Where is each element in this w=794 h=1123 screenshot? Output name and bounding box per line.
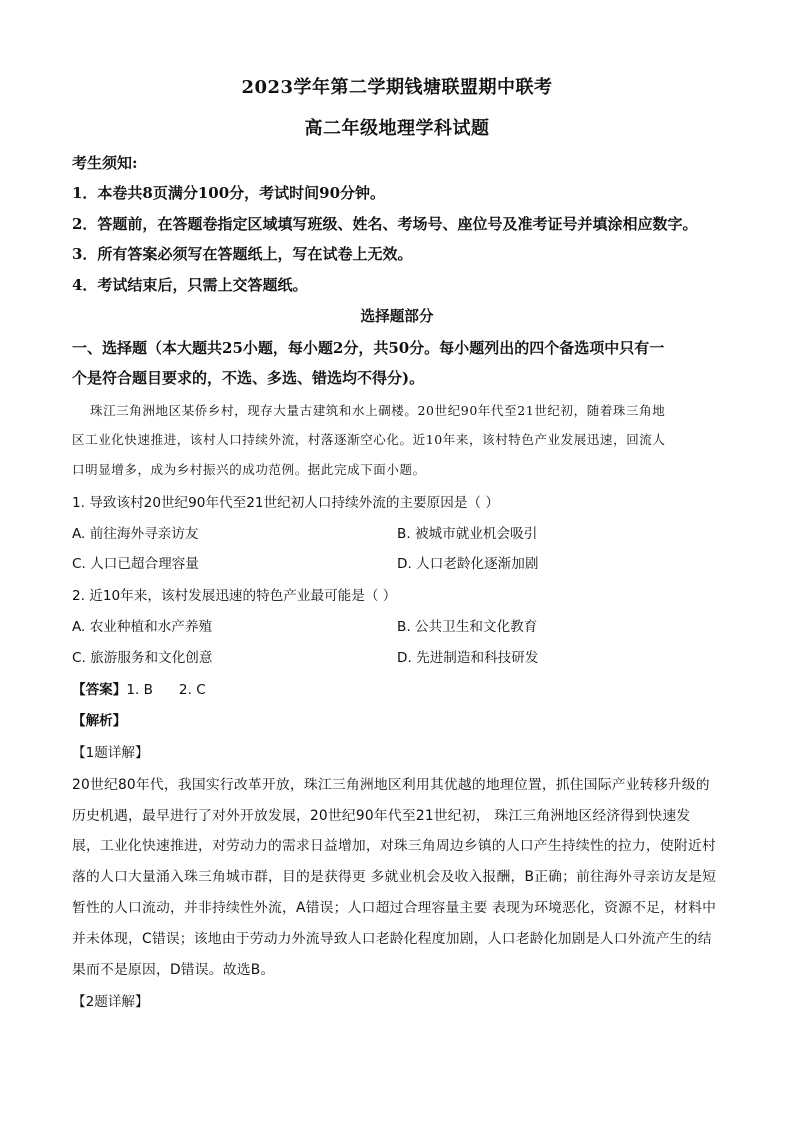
- question-option: B. 公共卫生和文化教育: [397, 619, 538, 635]
- question-stem: 2. 近10年来，该村发展迅速的特色产业最可能是（ ）: [72, 588, 397, 604]
- section-heading: 选择题部分: [360, 308, 434, 325]
- analysis-tag: 【解析】: [72, 713, 127, 729]
- question-option: A. 农业种植和水产养殖: [72, 619, 213, 635]
- notice-item: 1．本卷共8页满分100分，考试时间90分钟。: [72, 184, 386, 202]
- question-option: A. 前往海外寻亲访友: [72, 526, 199, 542]
- passage-line: 珠江三角洲地区某侨乡村，现存大量古建筑和水上碉楼。20世纪90年代至21世纪初，随着珠三角地: [90, 403, 666, 418]
- question-option: C. 人口已超合理容量: [72, 556, 199, 572]
- analysis-line: 历史机遇，最早进行了对外开放发展，20世纪90年代至21世纪初， 珠江三角洲地区经济得到快速发: [72, 808, 691, 824]
- passage-line: 区工业化快速推进，该村人口持续外流，村落逐渐空心化。近10年来，该村特色产业发展迅速，回流人: [72, 432, 666, 447]
- analysis-q1-tag: 【1题详解】: [72, 745, 149, 761]
- answer-line: [72, 680, 724, 700]
- answer-tag: 【答案】: [72, 682, 127, 698]
- question-option: D. 先进制造和科技研发: [397, 650, 539, 666]
- notice-item: 4．考试结束后，只需上交答题纸。: [72, 276, 308, 294]
- notice-heading: 考生须知:: [72, 154, 138, 172]
- analysis-q2-tag: 【2题详解】: [72, 994, 149, 1010]
- notice-item: 3．所有答案必须写在答题纸上，写在试卷上无效。: [72, 245, 413, 263]
- passage-line: 口明显增多，成为乡村振兴的成功范例。据此完成下面小题。: [72, 462, 426, 477]
- answer-text: 1. B 2. C: [126, 682, 206, 698]
- question-option: B. 被城市就业机会吸引: [397, 526, 538, 542]
- analysis-line: 并未体现，C错误；该地由于劳动力外流导致人口老龄化程度加剧，人口老龄化加剧是人口外流产生的结: [72, 931, 712, 947]
- section-intro-line: 一、选择题（本大题共25小题，每小题2分，共50分。每小题列出的四个备选项中只有一: [72, 339, 665, 357]
- exam-title: 2023学年第二学期钱塘联盟期中联考: [241, 77, 553, 98]
- analysis-line: 展，工业化快速推进，对劳动力的需求日益增加，对珠三角周边乡镇的人口产生持续性的拉力，使附近村: [72, 838, 716, 854]
- question-stem: 1. 导致该村20世纪90年代至21世纪初人口持续外流的主要原因是（ ）: [72, 495, 499, 511]
- notice-item: 2．答题前，在答题卷指定区域填写班级、姓名、考场号、座位号及准考证号并填涂相应数字。: [72, 215, 698, 233]
- exam-subtitle: 高二年级地理学科试题: [304, 118, 490, 139]
- analysis-line: 落的人口大量涌入珠三角城市群，目的是获得更 多就业机会及收入报酬，B正确；前往海外寻亲访友是短: [72, 869, 717, 885]
- analysis-line: 暂性的人口流动，并非持续性外流，A错误；人口超过合理容量主要 表现为环境恶化，资源不足，材料中: [72, 900, 717, 916]
- question-option: D. 人口老龄化逐渐加剧: [397, 556, 539, 572]
- question-option: C. 旅游服务和文化创意: [72, 650, 213, 666]
- analysis-line: 果而不是原因，D错误。故选B。: [72, 962, 275, 978]
- section-intro-line: 个是符合题目要求的，不选、多选、错选均不得分)。: [72, 369, 425, 387]
- analysis-line: 20世纪80年代，我国实行改革开放，珠江三角洲地区利用其优越的地理位置，抓住国际产业转移升级的: [72, 777, 710, 793]
